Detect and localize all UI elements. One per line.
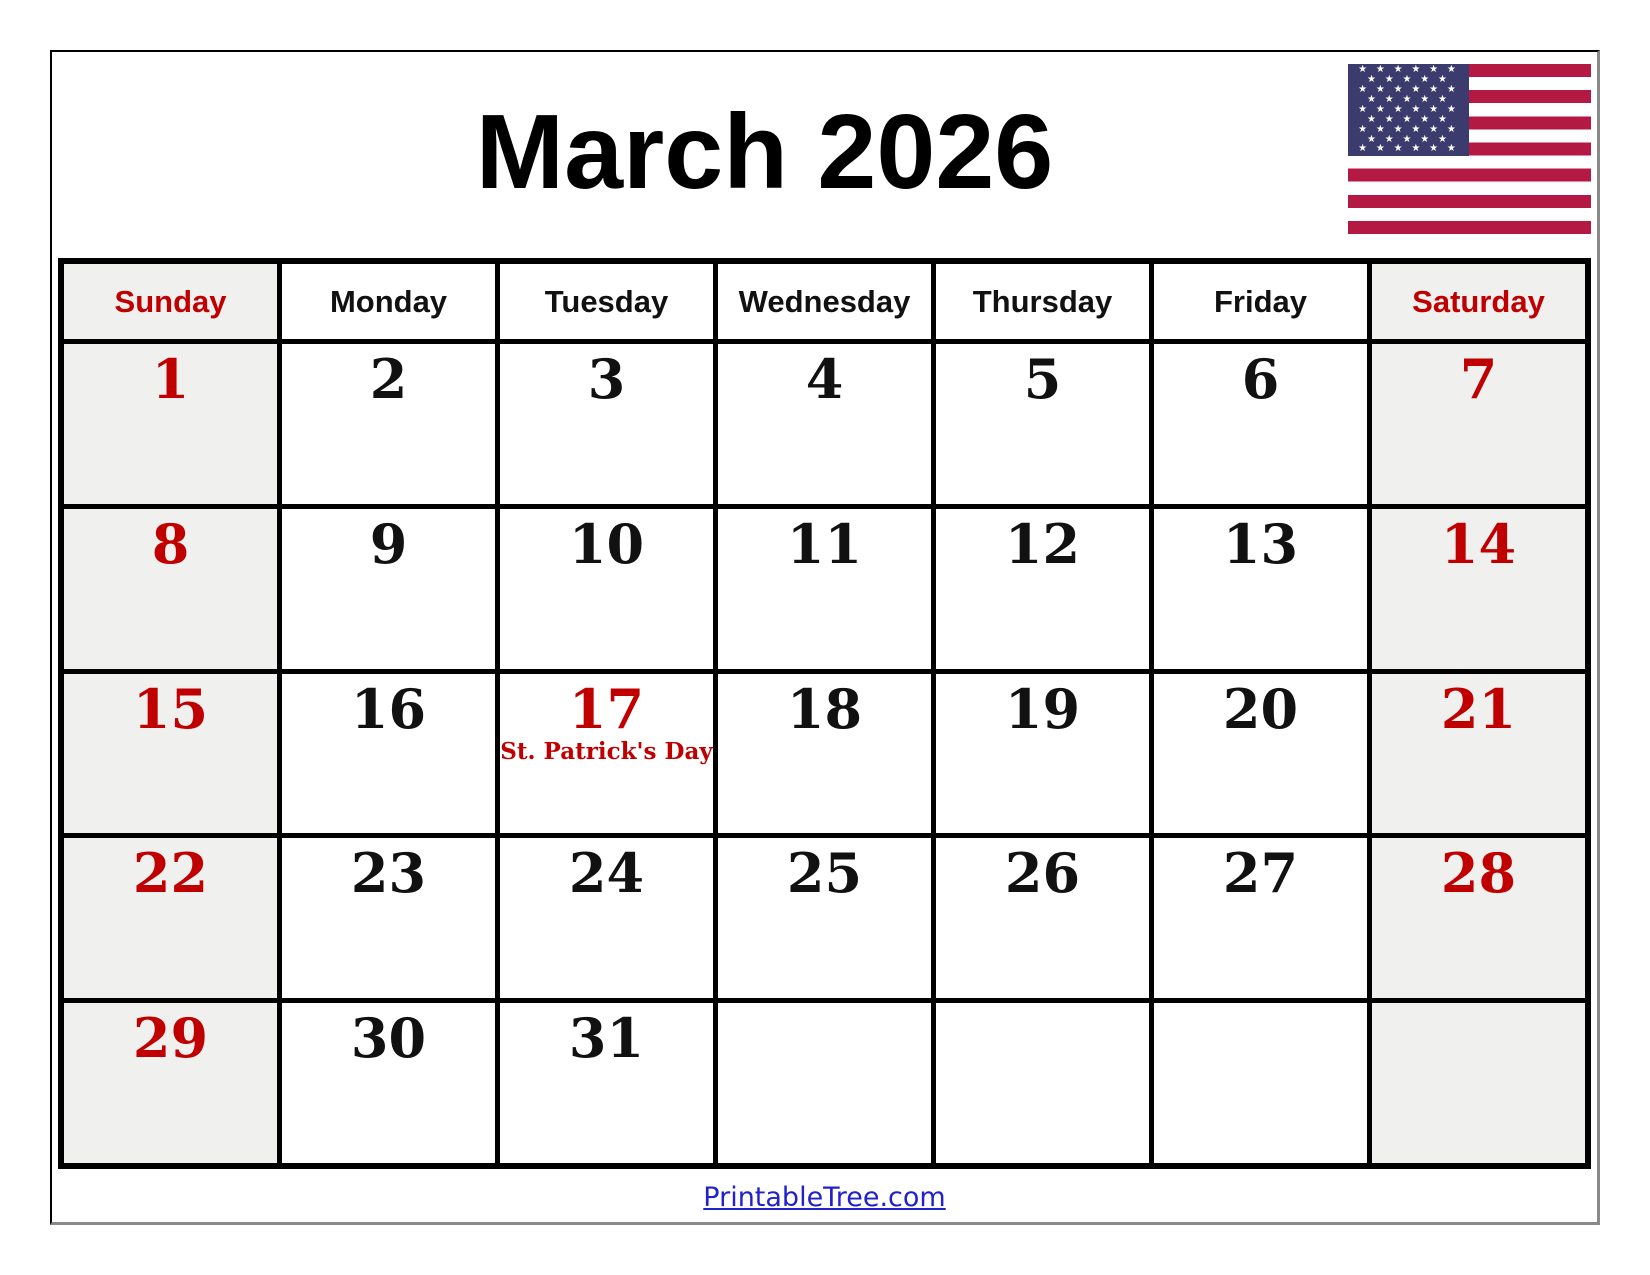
flag-star-row: ★ ★ ★ ★ ★ — [1367, 93, 1450, 105]
day-number: 9 — [369, 511, 408, 576]
day-number: 25 — [786, 841, 863, 906]
day-number: 11 — [786, 511, 863, 576]
flag-star-row: ★ ★ ★ ★ ★ ★ — [1358, 64, 1459, 76]
day-number: 19 — [1004, 676, 1081, 741]
day-cell-17 — [500, 674, 713, 834]
day-cell-16 — [282, 674, 495, 834]
weekday-header-monday — [282, 264, 495, 339]
day-number: 13 — [1222, 511, 1299, 576]
us-flag-icon — [1348, 64, 1591, 234]
day-number: 30 — [350, 1006, 427, 1071]
day-cell-14 — [1372, 509, 1585, 669]
weekday-label: Tuesday — [544, 283, 669, 319]
day-cell-12 — [936, 509, 1149, 669]
day-cell-1 — [64, 344, 277, 504]
weekday-header-saturday — [1372, 264, 1585, 339]
holiday-label: St. Patrick's Day — [500, 738, 713, 766]
day-cell-2 — [282, 344, 495, 504]
flag-star-row: ★ ★ ★ ★ ★ ★ — [1358, 103, 1459, 115]
weekday-label: Wednesday — [738, 283, 911, 319]
day-cell-22 — [64, 838, 277, 998]
weekday-label: Sunday — [114, 283, 227, 319]
day-cell-9 — [282, 509, 495, 669]
day-number: 3 — [587, 347, 626, 411]
weekday-header-sunday — [64, 264, 277, 339]
day-number: 5 — [1023, 347, 1062, 411]
day-cell-empty — [1154, 1003, 1367, 1163]
day-cell-25 — [718, 838, 931, 998]
weekday-header-tuesday — [500, 264, 713, 339]
page-title: March 2026 — [475, 93, 1054, 211]
day-cell-19 — [936, 674, 1149, 834]
day-number: 23 — [350, 841, 427, 906]
day-cell-11 — [718, 509, 931, 669]
day-number: 7 — [1459, 347, 1498, 411]
day-number: 22 — [132, 841, 209, 906]
calendar-grid — [58, 258, 1591, 1169]
day-cell-15 — [64, 674, 277, 834]
day-cell-20 — [1154, 674, 1367, 834]
day-cell-31 — [500, 1003, 713, 1163]
day-cell-6 — [1154, 344, 1367, 504]
flag-star-row: ★ ★ ★ ★ ★ ★ — [1358, 123, 1459, 135]
flag-canton — [1348, 64, 1469, 156]
day-number: 2 — [369, 347, 408, 411]
day-cell-23 — [282, 838, 495, 998]
day-number: 24 — [568, 841, 645, 906]
day-cell-8 — [64, 509, 277, 669]
day-cell-28 — [1372, 838, 1585, 998]
day-cell-10 — [500, 509, 713, 669]
day-cell-empty — [1372, 1003, 1585, 1163]
flag-star-row: ★ ★ ★ ★ ★ — [1367, 74, 1450, 86]
day-number: 1 — [151, 347, 190, 411]
day-number: 26 — [1004, 841, 1081, 906]
day-cell-30 — [282, 1003, 495, 1163]
day-number: 27 — [1222, 841, 1299, 906]
day-cell-21 — [1372, 674, 1585, 834]
weekday-label: Saturday — [1412, 283, 1545, 319]
day-cell-27 — [1154, 838, 1367, 998]
day-number: 18 — [786, 676, 863, 741]
flag-star-row: ★ ★ ★ ★ ★ — [1367, 113, 1450, 125]
flag-star-row: ★ ★ ★ ★ ★ ★ — [1358, 143, 1459, 155]
day-number: 17 — [568, 676, 645, 741]
day-number: 12 — [1004, 511, 1081, 576]
flag-star-row: ★ ★ ★ ★ ★ — [1367, 133, 1450, 145]
day-cell-29 — [64, 1003, 277, 1163]
day-number: 15 — [132, 676, 209, 741]
day-number: 16 — [350, 676, 427, 741]
footer-link[interactable]: PrintableTree.com — [703, 1182, 946, 1213]
day-number: 21 — [1440, 676, 1517, 741]
day-cell-24 — [500, 838, 713, 998]
calendar-page — [50, 50, 1600, 1225]
day-number: 8 — [151, 511, 190, 576]
day-cell-3 — [500, 344, 713, 504]
flag-star-row: ★ ★ ★ ★ ★ ★ — [1358, 84, 1459, 95]
day-cell-26 — [936, 838, 1149, 998]
day-number: 6 — [1241, 347, 1280, 411]
day-number: 14 — [1440, 511, 1517, 576]
weekday-label: Thursday — [972, 283, 1113, 319]
day-number: 10 — [568, 511, 645, 576]
day-cell-4 — [718, 344, 931, 504]
day-cell-empty — [936, 1003, 1149, 1163]
day-cell-5 — [936, 344, 1149, 504]
day-cell-13 — [1154, 509, 1367, 669]
day-number: 4 — [805, 347, 844, 411]
day-cell-empty — [718, 1003, 931, 1163]
weekday-header-thursday — [936, 264, 1149, 339]
day-cell-7 — [1372, 344, 1585, 504]
weekday-label: Monday — [329, 283, 448, 319]
day-number: 31 — [568, 1006, 645, 1071]
day-number: 28 — [1440, 841, 1517, 906]
day-number: 29 — [132, 1006, 209, 1071]
footer — [52, 1182, 1597, 1213]
day-number: 20 — [1222, 676, 1299, 741]
weekday-header-friday — [1154, 264, 1367, 339]
day-cell-18 — [718, 674, 931, 834]
weekday-header-wednesday — [718, 264, 931, 339]
weekday-label: Friday — [1213, 283, 1308, 319]
